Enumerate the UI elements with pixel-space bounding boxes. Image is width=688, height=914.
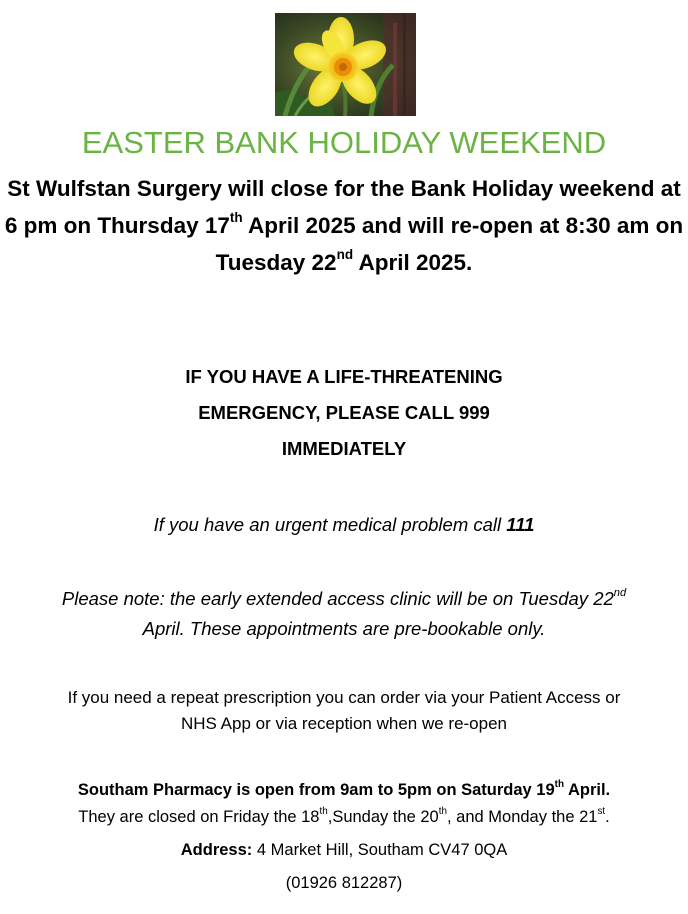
pharmacy-closed-text-3: , and Monday the 21 <box>447 808 598 826</box>
address-label: Address: <box>180 841 253 859</box>
emergency-line-1: IF YOU HAVE A LIFE-THREATENING <box>185 366 503 387</box>
pharmacy-address <box>0 838 688 862</box>
prescription-info <box>0 685 688 737</box>
pharmacy-closures <box>0 805 688 829</box>
pharmacy-closed-text-4: . <box>605 808 610 826</box>
note-text-2: April. These appointments are pre-bookable only. <box>142 618 546 639</box>
emergency-line-3: IMMEDIATELY <box>281 438 407 459</box>
pharmacy-open-text-1: Southam Pharmacy is open from 9am to 5pm on Saturday 19 <box>77 781 555 799</box>
extended-access-note <box>0 584 688 644</box>
pharmacy-opening <box>0 778 688 802</box>
urgent-care-notice <box>0 512 688 538</box>
closure-text-1: St Wulfstan Surgery will close for the Bank Holiday weekend at 6 pm on Thursday 17 <box>4 176 681 238</box>
closure-text-3: April 2025. <box>353 250 473 275</box>
closure-superscript-2: nd <box>336 247 354 263</box>
page-title: EASTER BANK HOLIDAY WEEKEND <box>81 125 607 160</box>
closure-superscript-1: th <box>229 210 243 226</box>
urgent-text: If you have an urgent medical problem call <box>153 514 507 535</box>
pharmacy-closed-superscript-3: st <box>597 806 606 818</box>
daffodil-photo <box>275 13 416 116</box>
pharmacy-phone: (01926 812287) <box>285 874 403 892</box>
emergency-notice <box>0 359 688 467</box>
emergency-line-2: EMERGENCY, PLEASE CALL 999 <box>198 402 490 423</box>
address-value: 4 Market Hill, Southam CV47 0QA <box>252 841 508 859</box>
pharmacy-closed-superscript-1: th <box>319 806 328 818</box>
closure-text-2: April 2025 and will re-open at 8:30 am on Tuesday 22 <box>215 213 684 275</box>
note-superscript: nd <box>613 587 627 600</box>
closure-notice <box>0 170 688 281</box>
prescription-line-2: NHS App or via reception when we re-open <box>180 714 507 733</box>
pharmacy-open-text-2: April. <box>563 781 611 799</box>
pharmacy-closed-superscript-2: th <box>438 806 447 818</box>
pharmacy-closed-text-2: ,Sunday the 20 <box>327 808 439 826</box>
prescription-line-1: If you need a repeat prescription you can order via your Patient Access or <box>67 688 621 707</box>
note-text-1: Please note: the early extended access clinic will be on Tuesday 22 <box>61 588 614 609</box>
pharmacy-closed-text-1: They are closed on Friday the 18 <box>78 808 320 826</box>
urgent-number: 111 <box>506 514 535 535</box>
pharmacy-open-superscript: th <box>554 779 564 791</box>
